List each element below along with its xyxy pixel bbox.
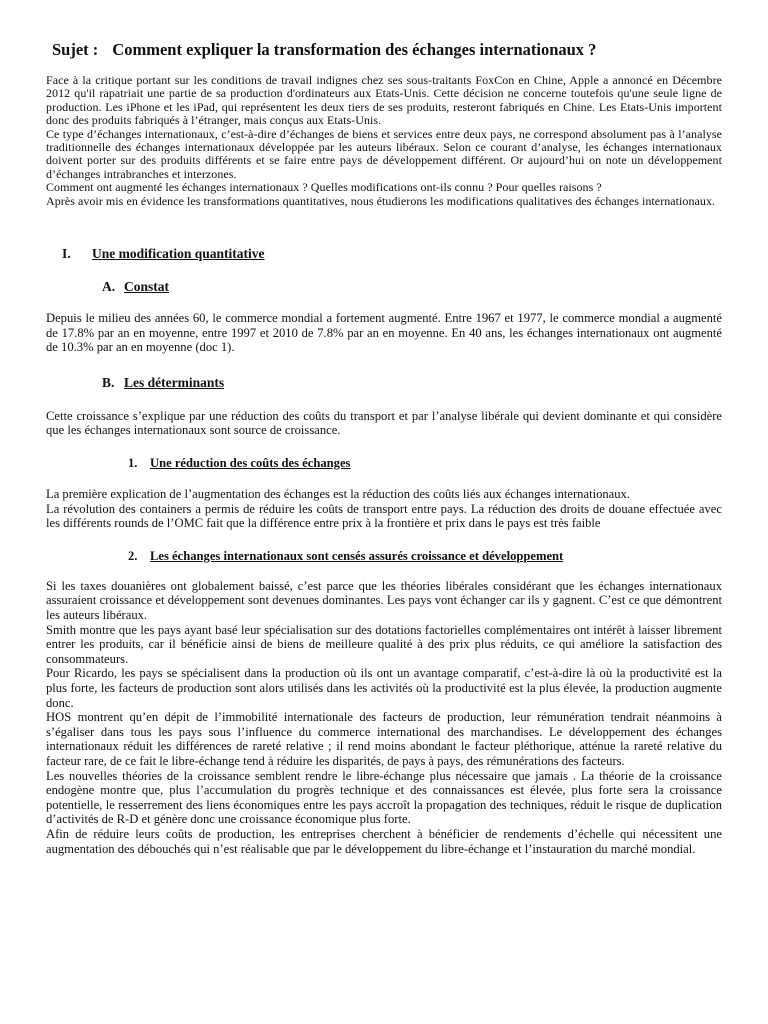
intro-paragraph: Comment ont augmenté les échanges internationaux ? Quelles modifications ont-ils connu ? Pour quelles raisons ? [46,180,602,195]
title-label: Sujet : [52,40,99,59]
body-paragraph: Depuis le milieu des années 60, le commerce mondial a fortement augmenté. Entre 1967 et 1977, le commerce mondial a augmenté de 17.8% par an en moyenne, entre 1997 et 2010 de 7.8% par an en moyenne. En 40 ans, les échanges internationaux ont augmenté de 10.3% par an en moyenne (doc 1). [46,311,722,355]
point-heading-2 [128,549,722,564]
subsection-b-body [46,409,722,438]
intro-paragraph: Après avoir mis en évidence les transformations quantitatives, nous étudierons les modifications qualitatives des échanges internationaux. [46,193,716,208]
point-title: Les échanges internationaux sont censés assurés croissance et développement [150,548,564,563]
body-paragraph: La première explication de l’augmentation des échanges est la réduction des coûts liés aux échanges internationaux. [46,487,630,502]
section-number: I. [62,246,71,262]
introduction [46,74,722,208]
point-1-body [46,487,722,531]
subsection-heading-a [102,279,722,295]
body-paragraph: Cette croissance s’explique par une réduction des coûts du transport et par l’analyse libérale qui devient dominante et qui considère que les échanges internationaux sont source de croissance. [46,408,722,438]
intro-paragraph: Ce type d’échanges internationaux, c’est-à-dire d’échanges de biens et services entre deux pays, ne correspond absolument pas à l’analyse traditionnelle des échanges internationaux développée par les auteurs libéraux. Selon ce courant d’analyse, les échanges internationaux doivent porter sur des produits différents et se faire entre pays de développement différent. Or aujourd’hui on note un développement d’échanges intrabranches et interzones. [46,126,722,181]
point-heading-1 [128,456,722,471]
subsection-title: Constat [124,279,170,295]
body-paragraph: La révolution des containers a permis de réduire les coûts de transport entre pays. La réduction des droits de douane effectuée avec les différents rounds de l’OMC fait que la différence entre prix à la frontière et prix dans le pays est très faible [46,501,722,531]
intro-paragraph: Face à la critique portant sur les conditions de travail indignes chez ses sous-traitants FoxCon en Chine, Apple a annoncé en Décembre 2012 qu'il rapatriait une partie de sa production d'ordinateurs aux Etats-Unis. Cette décision ne concerne toutefois qu'une seule ligne de production. Les iPhone et les iPad, qui représentent les deux tiers de ses produits, resteront fabriqués en Chine. Les Etats-Unis importent donc des produits fabriqués à l’étranger, mais conçus aux Etats-Unis. [46,73,722,128]
subsection-heading-b [102,375,722,391]
section-heading-1 [62,246,722,262]
body-paragraph: Afin de réduire leurs coûts de production, les entreprises cherchent à bénéficier de rendements d’échelle qui nécessitent une augmentation des débouchés qui n’est réalisable que par le développement du libre-échange et l’instauration du marché mondial. [46,826,722,856]
subsection-number: A. [102,279,116,295]
body-paragraph: Pour Ricardo, les pays se spécialisent dans la production où ils ont un avantage comparatif, c’est-à-dire là où la productivité est la plus forte, les facteurs de production sont alors utilisés dans les activités où la productivité est la plus élevée, la production augmente donc. [46,666,722,710]
body-paragraph: Smith montre que les pays ayant basé leur spécialisation sur des dotations factorielles complémentaires ont intérêt à laisser librement entrer les produits, car il bénéficie ainsi de biens de meilleure qualité à des prix plus réduits, ce qui améliore la satisfaction des consommateurs. [46,622,722,666]
subsection-number: B. [102,374,115,390]
body-paragraph: Si les taxes douanières ont globalement baissé, c’est parce que les théories libérales considérant que les échanges internationaux assuraient croissance et développement sont devenues dominantes. Les pays vont échanger car ils y gagnent. C’est ce que démontrent les auteurs libéraux. [46,578,722,622]
point-2-body [46,579,722,856]
section-title: Une modification quantitative [92,246,265,262]
point-number: 2. [128,548,138,563]
title-text: Comment expliquer la transformation des échanges internationaux ? [112,40,597,59]
body-paragraph: Les nouvelles théories de la croissance semblent rendre le libre-échange plus nécessaire que jamais . La théorie de la croissance endogène montre que, plus l’accumulation du progrès technique et des connaissances est élevée, plus forte sera la croissance potentielle, le resserrement des liens économiques entre les pays accroît la propagation des techniques, réduit le risque de duplication d’activités de R-D et génère donc une croissance économique plus forte. [46,768,722,827]
body-paragraph: HOS montrent qu’en dépit de l’immobilité internationale des facteurs de production, leur rémunération tendrait néanmoins à s’égaliser dans tous les pays sous l’influence du commerce international des marchandises. Le développement des échanges internationaux réduit les différences de rareté relative ; il rend moins abondant le facteur pléthorique, atténue la rareté relative du facteur rare, de ce fait le libre-échange tend à réduire les disparités, de pays à pays, des rémunérations des facteurs. [46,710,722,768]
subsection-a-body [46,311,722,355]
subsection-title: Les déterminants [124,374,225,390]
point-title: Une réduction des coûts des échanges [150,456,351,471]
point-number: 1. [128,456,138,471]
page-title [52,40,722,60]
